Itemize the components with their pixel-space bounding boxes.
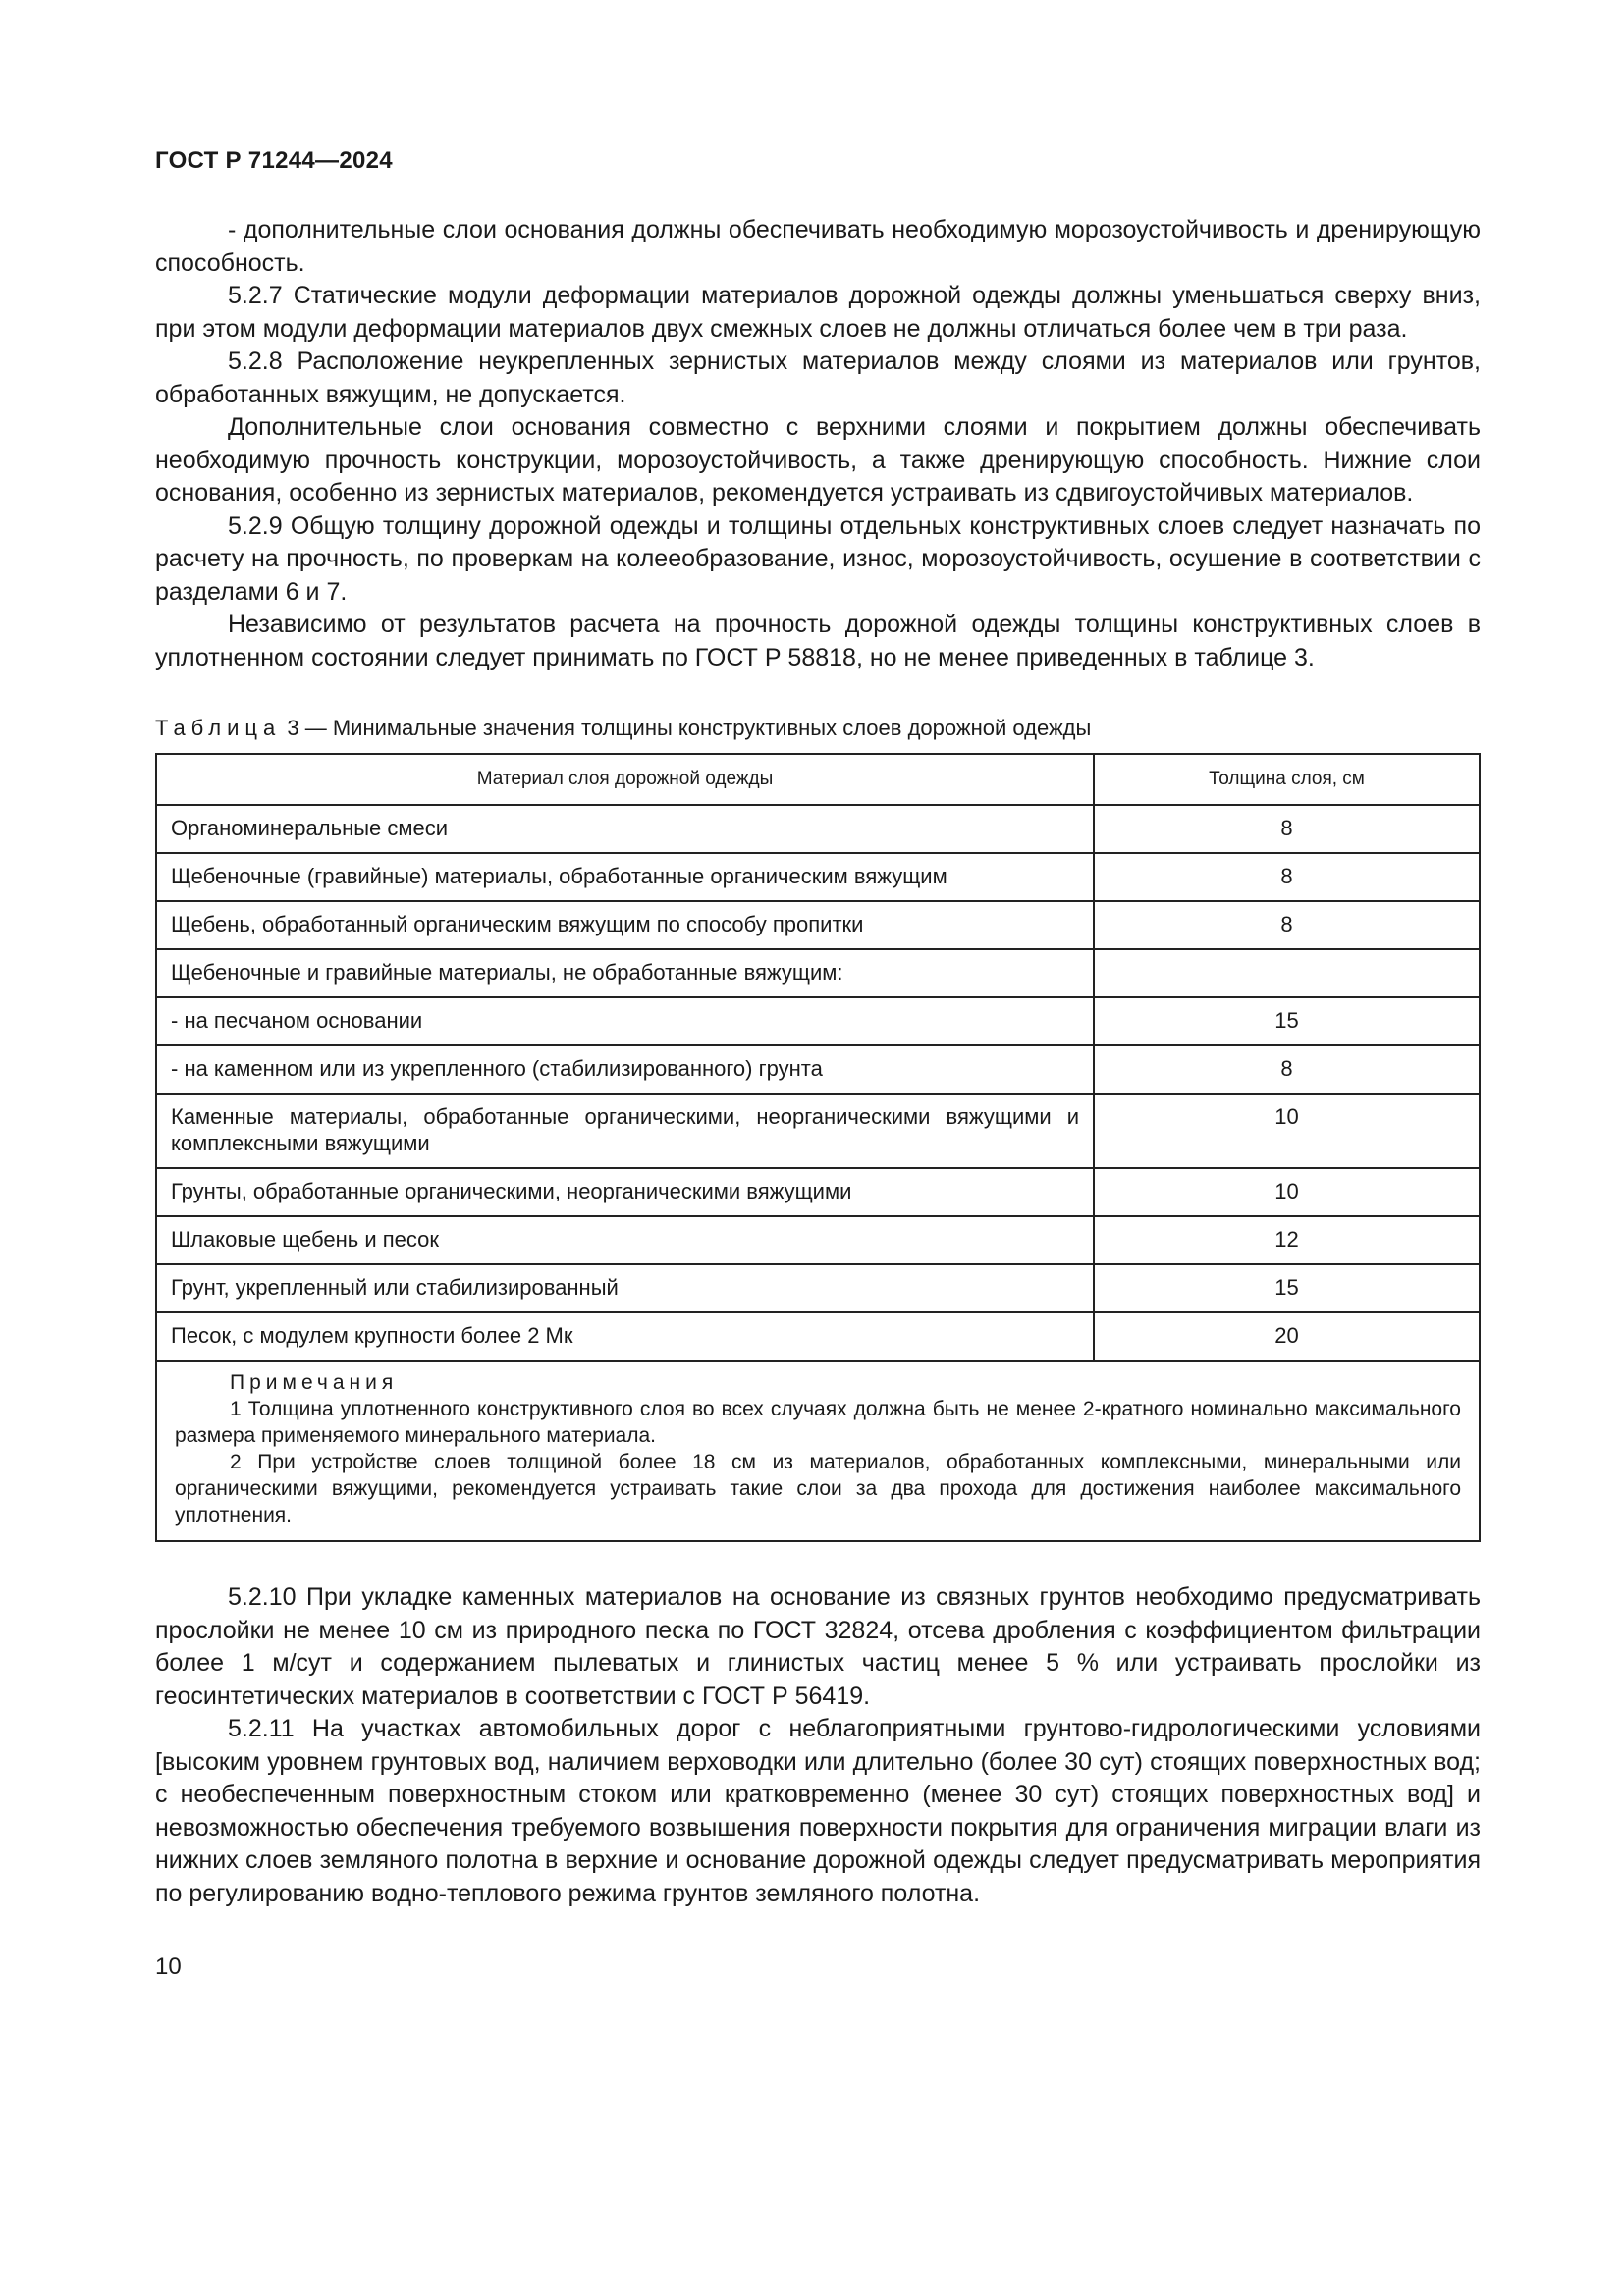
- thickness-cell: 8: [1094, 1045, 1480, 1094]
- paragraph: 5.2.7 Статические модули деформации материалов дорожной одежды должны уменьшаться сверху вниз, при этом модули деформации материалов двух смежных слоев не должны отличаться более чем в три раза.: [155, 282, 1481, 343]
- column-header-thickness: Толщина слоя, см: [1094, 754, 1480, 805]
- thickness-table: [155, 753, 1481, 1542]
- thickness-cell: [1094, 949, 1480, 997]
- material-cell: Щебень, обработанный органическим вяжущим по способу пропитки: [156, 901, 1094, 949]
- table-caption-text: 3 — Минимальные значения толщины конструктивных слоев дорожной одежды: [281, 716, 1092, 740]
- table-notes: [156, 1361, 1480, 1541]
- table-row: [156, 1094, 1480, 1168]
- paragraph: Дополнительные слои основания совместно с верхними слоями и покрытием должны обеспечивать необходимую прочность конструкции, морозоустойчивость, а также дренирующую способность. Нижние слои основания, особенно из зернистых материалов, рекомендуется устраивать из сдвигоустойчивых материалов.: [155, 413, 1481, 507]
- table-row: [156, 1045, 1480, 1094]
- material-cell: Шлаковые щебень и песок: [156, 1216, 1094, 1264]
- table-caption-label: Таблица: [155, 716, 282, 740]
- top-text-block: [155, 214, 1481, 674]
- column-header-material: Материал слоя дорожной одежды: [156, 754, 1094, 805]
- material-cell: Грунты, обработанные органическими, неорганическими вяжущими: [156, 1168, 1094, 1216]
- material-cell: Органоминеральные смеси: [156, 805, 1094, 853]
- table-row: [156, 901, 1480, 949]
- paragraph: - дополнительные слои основания должны обеспечивать необходимую морозоустойчивость и дренирующую способность.: [155, 216, 1481, 277]
- table-header-row: [156, 754, 1480, 805]
- table-row: [156, 1168, 1480, 1216]
- document-page: [155, 147, 1481, 1981]
- thickness-cell: 15: [1094, 1264, 1480, 1312]
- thickness-cell: 8: [1094, 853, 1480, 901]
- material-cell: Щебеночные (гравийные) материалы, обработанные органическим вяжущим: [156, 853, 1094, 901]
- paragraph: 5.2.10 При укладке каменных материалов на основание из связных грунтов необходимо предусматривать прослойки не менее 10 см из природного песка по ГОСТ 32824, отсева дробления с коэффициентом фильтрации более 1 м/сут и содержанием пылеватых и глинистых частиц менее 5 % или устраивать прослойки из геосинтетических материалов в соответствии с ГОСТ Р 56419.: [155, 1583, 1481, 1710]
- thickness-cell: 15: [1094, 997, 1480, 1045]
- note-item: 2 При устройстве слоев толщиной более 18 см из материалов, обработанных комплексными, минеральными или органическими вяжущими, рекомендуется устраивать такие слои за два прохода для достижения наиболее максимального уплотнения.: [175, 1451, 1461, 1526]
- thickness-cell: 10: [1094, 1168, 1480, 1216]
- notes-heading: Примечания: [230, 1371, 399, 1394]
- table-row: [156, 1216, 1480, 1264]
- thickness-cell: 20: [1094, 1312, 1480, 1361]
- material-cell: Каменные материалы, обработанные органическими, неорганическими вяжущими и комплексными вяжущими: [156, 1094, 1094, 1168]
- table-notes-row: [156, 1361, 1480, 1541]
- thickness-cell: 10: [1094, 1094, 1480, 1168]
- table-row: [156, 997, 1480, 1045]
- paragraph: 5.2.11 На участках автомобильных дорог с неблагоприятными грунтово-гидрологическими условиями [высоким уровнем грунтовых вод, наличием верховодки или длительно (более 30 сут) стоящих поверхностных вод; с необеспеченным поверхностным стоком или кратковременно (менее 30 сут) стоящих поверхностных вод] и невозможностью обеспечения требуемого возвышения поверхности покрытия для ограничения миграции влаги из нижних слоев земляного полотна в верхние и основание дорожной одежды следует предусматривать мероприятия по регулированию водно-теплового режима грунтов земляного полотна.: [155, 1715, 1481, 1907]
- thickness-cell: 8: [1094, 805, 1480, 853]
- material-cell: Грунт, укрепленный или стабилизированный: [156, 1264, 1094, 1312]
- table-caption: [155, 716, 1481, 741]
- material-cell: - на песчаном основании: [156, 997, 1094, 1045]
- note-item: 1 Толщина уплотненного конструктивного слоя во всех случаях должна быть не менее 2-кратного номинально максимального размера применяемого минерального материала.: [175, 1398, 1461, 1447]
- thickness-cell: 12: [1094, 1216, 1480, 1264]
- material-cell: - на каменном или из укрепленного (стабилизированного) грунта: [156, 1045, 1094, 1094]
- table-row: [156, 1264, 1480, 1312]
- table-row: [156, 805, 1480, 853]
- document-header: ГОСТ Р 71244—2024: [155, 147, 393, 174]
- paragraph: 5.2.9 Общую толщину дорожной одежды и толщины отдельных конструктивных слоев следует назначать по расчету на прочность, по проверкам на колееобразование, износ, морозоустойчивость, осушение в соответствии с разделами 6 и 7.: [155, 511, 1481, 606]
- table-row: [156, 949, 1480, 997]
- thickness-cell: 8: [1094, 901, 1480, 949]
- paragraph: Независимо от результатов расчета на прочность дорожной одежды толщины конструктивных слоев в уплотненном состоянии следует принимать по ГОСТ Р 58818, но не менее приведенных в таблице 3.: [155, 611, 1481, 671]
- table-row: [156, 1312, 1480, 1361]
- bottom-text-block: [155, 1581, 1481, 1910]
- page-number: 10: [155, 1953, 182, 1980]
- material-cell: Щебеночные и гравийные материалы, не обработанные вяжущим:: [156, 949, 1094, 997]
- material-cell: Песок, с модулем крупности более 2 Мк: [156, 1312, 1094, 1361]
- paragraph: 5.2.8 Расположение неукрепленных зернистых материалов между слоями из материалов или грунтов, обработанных вяжущим, не допускается.: [155, 347, 1481, 408]
- table-row: [156, 853, 1480, 901]
